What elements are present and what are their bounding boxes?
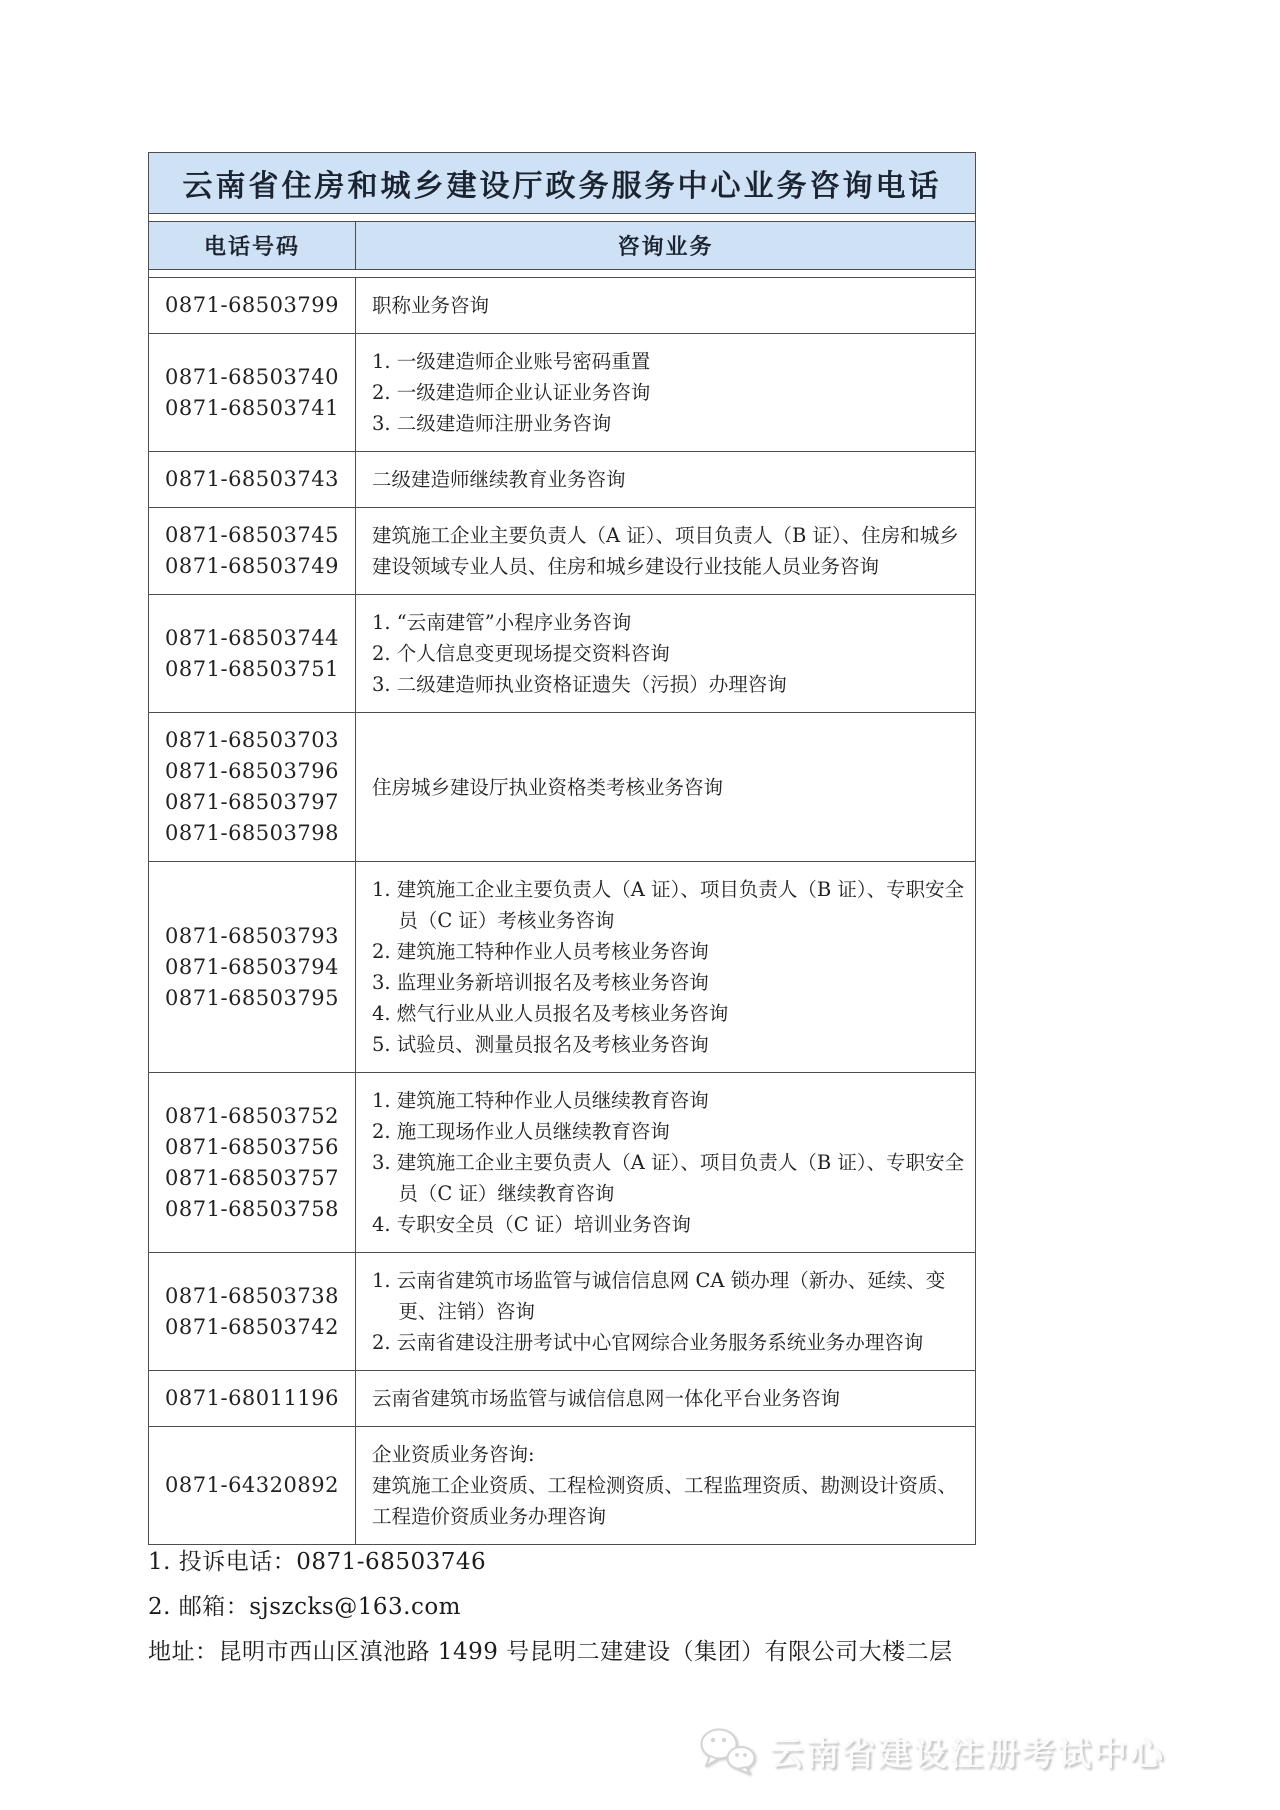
service-list [356,278,976,334]
phone-number: 0871-68503756 [165,1134,339,1159]
phone-number: 0871-68503751 [165,656,339,681]
service-item: 2. 云南省建设注册考试中心官网综合业务服务系统业务办理咨询 [372,1331,924,1354]
note-address: 地址：昆明市西山区滇池路 1499 号昆明二建建设（集团）有限公司大楼二层 [148,1639,953,1665]
table-row [149,595,976,713]
phone-number: 0871-68503794 [165,954,339,979]
service-item: 1. 建筑施工特种作业人员继续教育咨询 [372,1089,709,1112]
phone-number: 0871-68503799 [165,293,339,317]
phone-number: 0871-68503745 [165,523,339,547]
service-item: 1. 云南省建筑市场监管与诚信信息网 CA 锁办理（新办、延续、变更、注销）咨询 [372,1269,946,1323]
service-list [356,862,976,1073]
phone-number: 0871-68503749 [165,554,339,578]
watermark-text: 云南省建设注册考试中心 [770,1733,1166,1773]
service-item: 1. 建筑施工企业主要负责人（A 证）、项目负责人（B 证）、专职安全员（C 证）考核业务咨询 [372,878,965,932]
service-item: 住房城乡建设厅执业资格类考核业务咨询 [372,775,724,799]
phone-numbers [149,1427,356,1545]
phone-numbers [149,862,356,1073]
table-rows [149,278,976,1545]
service-item: 2. 个人信息变更现场提交资料咨询 [372,642,670,665]
service-item: 3. 二级建造师执业资格证遗失（污损）办理咨询 [372,673,787,696]
phone-number: 0871-68503796 [165,759,339,783]
phone-numbers [149,713,356,862]
service-item: 4. 燃气行业从业人员报名及考核业务咨询 [372,1002,729,1025]
service-item: 建筑施工企业资质、工程检测资质、工程监理资质、勘测设计资质、工程造价资质业务办理咨询 [372,1474,958,1528]
note-complaint-phone: 1. 投诉电话：0871-68503746 [148,1549,487,1575]
service-item: 3. 监理业务新培训报名及考核业务咨询 [372,971,709,994]
service-list [356,713,976,862]
service-list [356,452,976,508]
service-item: 1. “云南建管”小程序业务咨询 [372,611,632,634]
table-row [149,862,976,1073]
service-item: 5. 试验员、测量员报名及考核业务咨询 [372,1033,709,1056]
service-item: 2. 一级建造师企业认证业务咨询 [372,381,651,404]
phone-number: 0871-68503743 [165,467,339,491]
wechat-icon [698,1726,758,1776]
phone-number: 0871-64320892 [165,1473,339,1497]
phone-number: 0871-68503798 [165,821,339,845]
table-row [149,508,976,595]
phone-number: 0871-68503740 [165,364,339,389]
phone-numbers [149,595,356,713]
phone-number: 0871-68503752 [165,1103,339,1128]
column-header-phone: 电话号码 [149,222,356,270]
phone-number: 0871-68503741 [165,395,339,420]
service-item: 3. 二级建造师注册业务咨询 [372,412,612,435]
service-item: 建筑施工企业主要负责人（A 证）、项目负责人（B 证）、住房和城乡建设领域专业人员、住房和城乡建设行业技能人员业务咨询 [372,524,959,578]
service-item: 职称业务咨询 [372,294,490,317]
phone-number: 0871-68503758 [165,1196,339,1221]
service-item: 云南省建筑市场监管与诚信信息网一体化平台业务咨询 [372,1387,841,1410]
service-list [356,595,976,713]
column-header-row [149,222,976,270]
service-list [356,508,976,595]
phone-number: 0871-68503703 [165,728,339,752]
watermark [698,1726,1166,1776]
phone-numbers [149,1073,356,1253]
service-list [356,1073,976,1253]
phone-number: 0871-68503793 [165,923,339,948]
table-row [149,1073,976,1253]
service-item: 4. 专职安全员（C 证）培训业务咨询 [372,1213,691,1236]
service-list [356,1427,976,1545]
table-row [149,452,976,508]
phone-directory-table [148,152,976,1545]
note-email: 2. 邮箱：sjszcks@163.com [148,1594,461,1620]
service-list [356,1371,976,1427]
phone-number: 0871-68011196 [165,1386,339,1410]
table-row [149,278,976,334]
service-item: 企业资质业务咨询: [372,1443,535,1466]
service-list [356,1253,976,1371]
phone-number: 0871-68503797 [165,790,339,814]
phone-number: 0871-68503757 [165,1165,339,1190]
phone-number: 0871-68503795 [165,985,339,1010]
column-header-service: 咨询业务 [356,222,976,270]
service-item: 二级建造师继续教育业务咨询 [372,468,626,491]
phone-numbers [149,452,356,508]
service-item: 3. 建筑施工企业主要负责人（A 证）、项目负责人（B 证）、专职安全员（C 证）继续教育咨询 [372,1151,965,1205]
phone-numbers [149,334,356,452]
table-row [149,713,976,862]
table-row [149,334,976,452]
header-body-divider [149,270,976,278]
table-row [149,1371,976,1427]
table-title-row [149,153,976,214]
table-row [149,1427,976,1545]
phone-numbers [149,278,356,334]
phone-number: 0871-68503738 [165,1283,339,1308]
phone-number: 0871-68503744 [165,625,339,650]
footer-notes [148,1540,953,1675]
phone-numbers [149,1253,356,1371]
table-row [149,1253,976,1371]
phone-numbers [149,1371,356,1427]
title-header-divider [149,214,976,222]
service-item: 2. 施工现场作业人员继续教育咨询 [372,1120,670,1143]
service-item: 1. 一级建造师企业账号密码重置 [372,350,651,373]
phone-number: 0871-68503742 [165,1314,339,1339]
service-item: 2. 建筑施工特种作业人员考核业务咨询 [372,940,709,963]
service-list [356,334,976,452]
phone-numbers [149,508,356,595]
page-title: 云南省住房和城乡建设厅政务服务中心业务咨询电话 [149,153,976,214]
